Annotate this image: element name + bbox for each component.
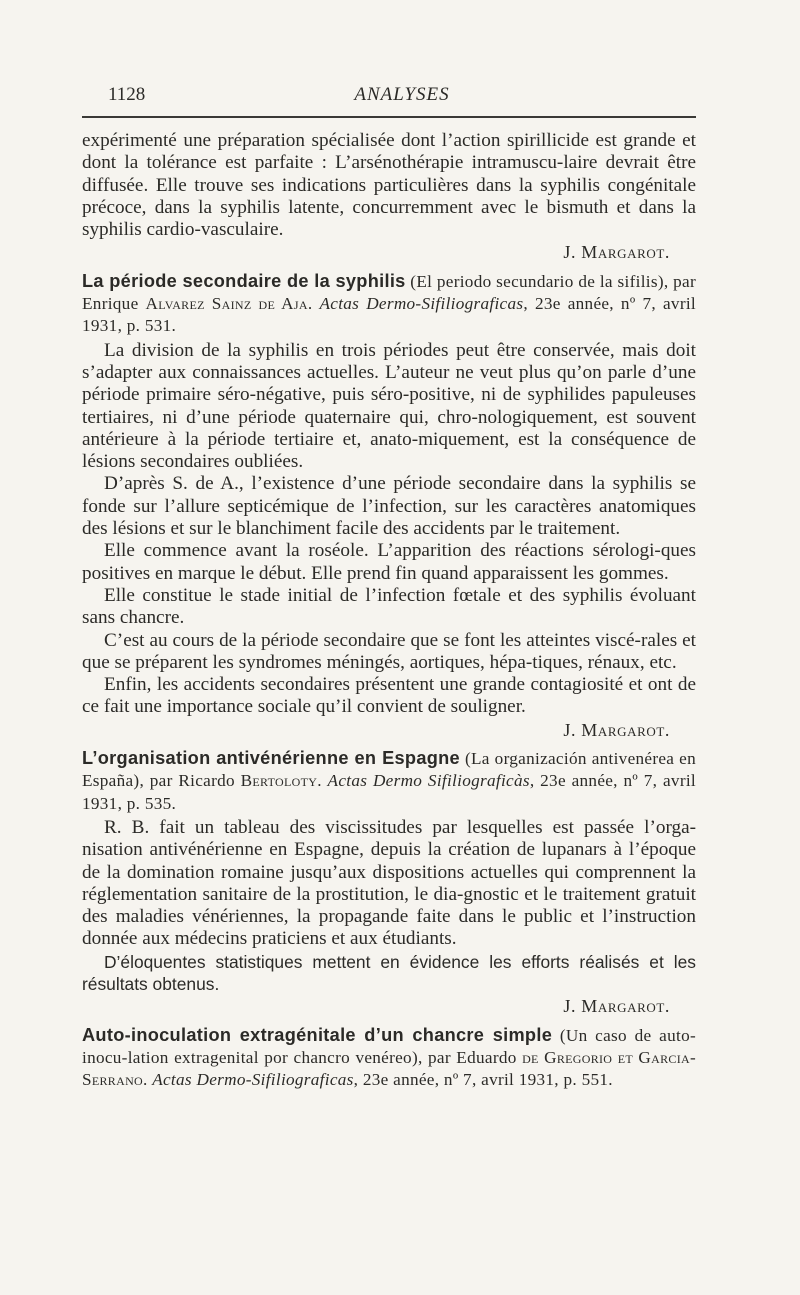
body-paragraph: R. B. fait un tableau des viscissitudes par lesquelles est passée l’orga-nisation antivénérienne en Espagne, depuis la création de lupanars à l’époque de la domination romaine jusqu’aux dispositions actuelles qui comprennent la réglementation sanitaire de la prostitution, le dia-gnostic et le traitement gratuit des maladies vénériennes, la propagande faite dans le public et l’instruction donnée aux médecins praticiens et aux étudiants. — [82, 816, 696, 950]
review-entry — [82, 1024, 696, 1092]
entry-reference: L’organisation antivénérienne en Espagne (La organización antivenérea en España), par Ricardo Bertoloty. Actas Dermo Sifiliograficàs, 23e année, nº 7, avril 1931, p. 535. — [82, 748, 697, 813]
page-header — [108, 84, 696, 108]
body-paragraph: La division de la syphilis en trois périodes peut être conservée, mais doit s’adapter aux connaissances actuelles. L’auteur ne veut plus qu’on parle d’une période primaire séro-négative, puis séro-positive, ni de syphilides papuleuses tertiaires, ni d’une période quaternaire qui, chro-nologiquement, est souvent antérieure à la période tertiaire et, anato-miquement, est la conséquence de lésions secondaires oubliées. — [82, 339, 696, 473]
author-name: de Gregorio et Garcia-Serrano — [82, 1047, 696, 1090]
body-paragraph: Elle constitue le stade initial de l’infection fœtale et des syphilis évoluant sans chancre. — [82, 584, 696, 629]
author-name: Alvarez Sainz de Aja — [145, 294, 308, 314]
entry-title: La période secondaire de la syphilis — [82, 270, 406, 291]
running-title: ANALYSES — [354, 84, 450, 105]
journal-name: Actas Dermo-Sifiliograficas — [319, 294, 524, 314]
review-entry — [82, 747, 696, 1018]
entry-reference: La période secondaire de la syphilis (El periodo secundario de la sifilis), par Enrique Alvarez Sainz de Aja. Actas Dermo-Sifiliograficas, 23e année, nº 7, avril 1931, p. 531. — [82, 270, 696, 336]
review-entry — [82, 270, 696, 741]
intro-paragraph: expérimenté une préparation spécialisée dont l’action spirillicide est grande et dont la tolérance est parfaite : L’arsénothérapie intramuscu-laire devrait être diffusée. Elle trouve ses indications particulières dans la syphilis congénitale précoce, dans la syphilis latente, concurremment avec le bismuth et dans la syphilis cardio-vasculaire. — [82, 130, 696, 241]
journal-name: Actas Dermo Sifiliograficàs — [327, 771, 530, 791]
page-number: 1128 — [108, 84, 146, 105]
journal-name: Actas Dermo-Sifiliograficas — [152, 1070, 354, 1090]
body-paragraph: C’est au cours de la période secondaire que se font les atteintes viscé-rales et que se préparent les syndromes méningés, aortiques, hépa-tiques, rénaux, etc. — [82, 629, 696, 673]
signature: J. Margarot. — [563, 719, 670, 740]
body-paragraph: Elle commence avant la roséole. L’apparition des réactions sérologi-ques positives en marque le début. Elle prend fin quand apparaissent les gommes. — [82, 540, 696, 584]
signature: J. Margarot. — [563, 242, 670, 263]
entry-title: Auto-inoculation extragénitale d’un chancre simple — [82, 1024, 553, 1045]
body-paragraph: D’éloquentes statistiques mettent en évidence les efforts réalisés et les résultats obtenus. — [82, 951, 696, 994]
article-column — [82, 130, 696, 1091]
entry-reference: Auto-inoculation extragénitale d’un chancre simple (Un caso de auto-inocu-lation extragenital por chancro venéreo), par Eduardo de Gregorio et Garcia-Serrano. Actas Dermo-Sifiliograficas, 23e année, nº 7, avril 1931, p. 551. — [82, 1024, 696, 1090]
entry-title: L’organisation antivénérienne en Espagne — [82, 748, 460, 769]
signature: J. Margarot. — [563, 996, 670, 1017]
body-paragraph: Enfin, les accidents secondaires présentent une grande contagiosité et ont de ce fait une importance sociale qu’il convient de souligner. — [82, 674, 696, 718]
header-rule — [82, 116, 696, 118]
author-name: Bertoloty — [240, 771, 318, 791]
body-paragraph: D’après S. de A., l’existence d’une période secondaire dans la syphilis se fonde sur l’allure septicémique de l’infection, sur les caractères anatomiques des lésions et sur le blanchiment facile des accidents par le traitement. — [82, 473, 696, 540]
